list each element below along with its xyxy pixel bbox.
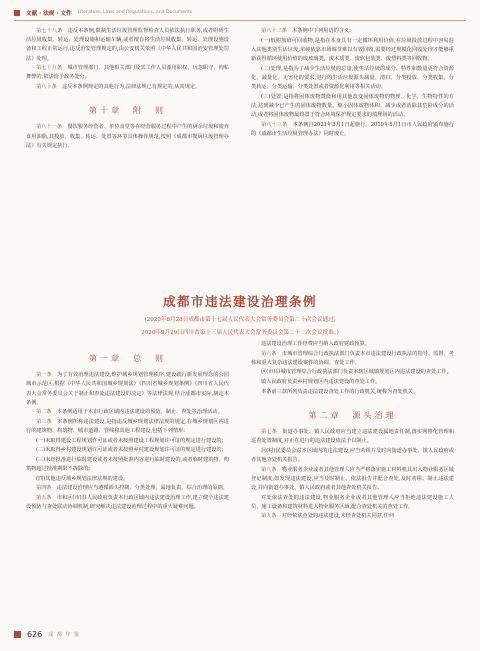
article-number: 第九条	[261, 513, 277, 520]
paragraph	[26, 64, 229, 82]
article-text: 市和区(市)县人民政府负责本行政区域内违法建设治理工作,建立健全违法建设预防与查处联动协调机制,研究解决违法建设治理过程中的重大疑难问题。	[26, 494, 229, 511]
paragraph	[251, 350, 454, 368]
paragraph	[26, 446, 229, 455]
article-text: (四)其他违反城乡规划法律法规的建设。	[36, 475, 129, 482]
article-number: 第四条	[36, 485, 52, 492]
article-number: 第八十三条	[261, 121, 288, 128]
article-number: 第八十二条	[261, 28, 287, 34]
article-text: 违法建设治理应当遵循源头控制、分类处理、属地负责、综合治理的原则。	[56, 485, 228, 492]
lower-right-column	[251, 340, 454, 522]
paragraph	[26, 494, 229, 512]
article-number: 第八十条	[36, 84, 57, 90]
article-text: 对处依法查处的违法建设,物业服务企业或者其他管理人应当拒绝违法建设施工人员、施工设备和建筑材料进入物业服务区域,配合查处机关的查处工作。	[251, 494, 454, 510]
article-text: 本条例中下列用语的含义:	[292, 28, 351, 34]
article-text: 违反本条例规定的其他行为,法律法规已有规定的,从其规定。	[61, 84, 201, 90]
article-number: 第七十九条	[36, 65, 63, 72]
article-text: (一)未取得建设工程规划许可证或者未按照建设工程规划许可证的规定进行建设的;	[36, 437, 224, 444]
paragraph	[251, 65, 454, 93]
section-marker-icon	[14, 10, 20, 16]
paragraph	[26, 484, 229, 493]
article-text: 餐饮服务经营者、单位食堂等在经营服务过程中产生的厨余垃圾和废弃食用油脂,其投放、收集、转运、处置等环节具体操作规范,按照《成都市餐厨垃圾管理办法》有关规定执行。	[26, 124, 229, 149]
article-text: 违反本条例,限制生活垃圾管理监督检查人员依法执行职务,或者阻碍生活垃圾收集、转运、处理设施和运输车辆,或者擅自将生活垃圾收集、转运、处理设施设备和工程正常运行,违反治安管理规定的,由公安机关依照《中华人民共和国治安管理处罚法》处理。	[26, 28, 229, 62]
article-text: 区(市)县城市管理综合行政执法部门负责本辖区城镇规划区内违法建设的查处工作。	[261, 369, 452, 376]
article-text: (一)低附加值可回收物,是指在本身具有一定循环利用价值,在垃圾投放过程中容易混入其他类别生活垃圾,单纯依靠市场调节难以有效回收,需要经过规模化回收处理才能够重新获得循环使用价值的废玻璃类、废木质类、废软包装类、废塑料类等回收物。	[251, 37, 454, 62]
article-text: 对经依法查处的违法建设,未经查处机关同意,任何	[281, 513, 395, 520]
paragraph	[251, 93, 454, 121]
paragraph	[26, 418, 229, 436]
page-footer	[14, 630, 80, 639]
article-number: 第八条	[261, 466, 277, 473]
article-text: (二)未取得乡村建设规划许可证或者未按照乡村建设规划许可证的规定进行建设的;	[36, 447, 224, 454]
article-number: 第八十一条	[36, 124, 63, 131]
article-number: 第六条	[261, 350, 277, 357]
article-number: 第五条	[36, 494, 52, 501]
article-text: 本条前三款所列负责违法建设查处工作的行政机关,统称为查处机关。	[261, 388, 419, 395]
article-text: (二)处理,是指为了减少生活垃圾的总量,使生活垃圾的成分、特性和数量更符合资源化、减量化、无害化的要求,进行的生活垃圾源头减量、清扫、分类投放、分类收集、分类转运、分类运输、分类处置或者资源化利用等相关活动。	[251, 65, 454, 90]
paragraph	[26, 371, 229, 408]
law-title: 成都市违法建设治理条例	[162, 294, 317, 309]
law-subtitle-1: (2020年8月28日成都市第十七届人民代表大会常务委员会第二十次会议通过,	[144, 317, 336, 323]
paragraph	[26, 456, 229, 474]
paragraph	[251, 340, 454, 349]
paragraph	[251, 368, 454, 377]
article-text: 本条例适用于本市行政区域内违法建设的预防、制止、查处等治理活动。	[56, 409, 223, 416]
paragraph	[251, 388, 454, 397]
footer-marker-icon	[14, 631, 21, 638]
paragraph	[251, 512, 454, 521]
running-header-section-en: Literature, Laws and Regulations, and Documents	[77, 10, 193, 15]
chapter-heading: 第一章 总 则	[89, 354, 166, 363]
paragraph	[26, 83, 229, 92]
paragraph	[251, 494, 454, 512]
paragraph	[26, 437, 229, 446]
paragraph	[26, 27, 229, 64]
article-text: 本条例自2021年3月1日起施行。2019年5月1日市人民政府颁布施行的《成都市生活垃圾管理办法》同时废止。	[251, 121, 454, 137]
running-header	[14, 5, 466, 21]
paragraph	[251, 466, 454, 494]
article-text: (三)处置,是指将固体废物焚烧和用其他改变固体废物的物理、化学、生物特性的方法,达到减少已产生的固体废物数量、缩小固体废物体积、减少或者消除其危险成分的活动,或者将固体废物最终置于符合环境保护规定要求的填埋场的活动。	[251, 93, 454, 118]
lower-left-column	[26, 340, 229, 513]
article-text: 市城市管理综合行政执法部门负责本市违法建设行政执法的指导、监督、考核和重大复杂违法建设案件的协调、查处工作。	[251, 350, 454, 366]
article-text: 物业服务企业或者其他管理人应当严格落实施工材料机具出入物业服务区域登记制度,如发现违法建设,应当及时制止、依法报告并配合查处,及时劝阻、制止违法建设,并向街道办事处、镇人民政府或者其他查处机关报告。	[251, 466, 454, 491]
chapter-heading: 第二章 源头治理	[308, 410, 397, 420]
article-text: 本条例所称违法建设,是指违反城乡规划法律法规的规定,在城乡规划区内进行的建筑物、构筑物、城市道路、管线和其他工程建设,包括下列情形:	[26, 419, 229, 435]
article-number: 第二条	[36, 409, 52, 416]
law-subtitle-2: 2020年9月29日四川省第十三届人民代表大会常务委员会第二十二次会议批准。)	[141, 330, 339, 336]
article-text: 违法建设治理工作经费应当纳入政府财政预算。	[261, 341, 370, 347]
upper-right-column	[251, 27, 454, 139]
article-number: 第三条	[36, 419, 52, 425]
article-text: 居(村)民委员会对本区域内的违法建设,应当劝阻并及时向街道办事处、镇人民政府或者其他查处机关报告。	[251, 447, 454, 463]
article-number: 第七条	[261, 428, 277, 435]
paragraph	[251, 27, 454, 36]
chapter-heading: 第十章 附 则	[89, 106, 166, 116]
article-text: 镇人民政府负责乡村规划区内违法建设的查处工作。	[261, 378, 381, 385]
paragraph	[251, 378, 454, 387]
paragraph	[251, 447, 454, 465]
paragraph	[26, 408, 229, 417]
publication-name: 成 都 年 鉴	[48, 632, 81, 638]
article-text: (三)未经批准进行临时建设或者未按照批准内容进行临时建设的,或者临时建筑物、构筑物超过批准期限不拆除的;	[26, 456, 229, 473]
article-text: 为了有效治理违法建设,维护城乡规划管理秩序,建设践行新发展理念的公园城市示范区,根据《中华人民共和国城乡规划法》《四川省城乡规划条例》《四川省人民代表大会常务委员会关于制止和查处违法建设的决定》等法律法规,结合成都市实际,制定本条例。	[26, 372, 229, 406]
paragraph	[26, 123, 229, 151]
article-number: 第七十八条	[36, 28, 63, 34]
page-number: 626	[27, 630, 43, 639]
paragraph	[251, 428, 454, 446]
article-text: 街道办事处、镇人民政府应当建立违法建设属地责任制,落实网格化管理和巡查处置制度,对正在进行的违法建设依法予以制止。	[251, 428, 454, 445]
paragraph	[251, 37, 454, 65]
paragraph	[251, 121, 454, 139]
running-header-section: 文献 · 法规 · 文件	[26, 10, 72, 17]
article-number: 第一条	[36, 372, 52, 379]
paragraph	[26, 475, 229, 484]
article-text: 城市管理部门、其他相关部门及其工作人员滥用职权、玩忽职守、徇私舞弊的,依法给予政务处分。	[26, 65, 229, 81]
upper-left-column	[26, 27, 229, 151]
